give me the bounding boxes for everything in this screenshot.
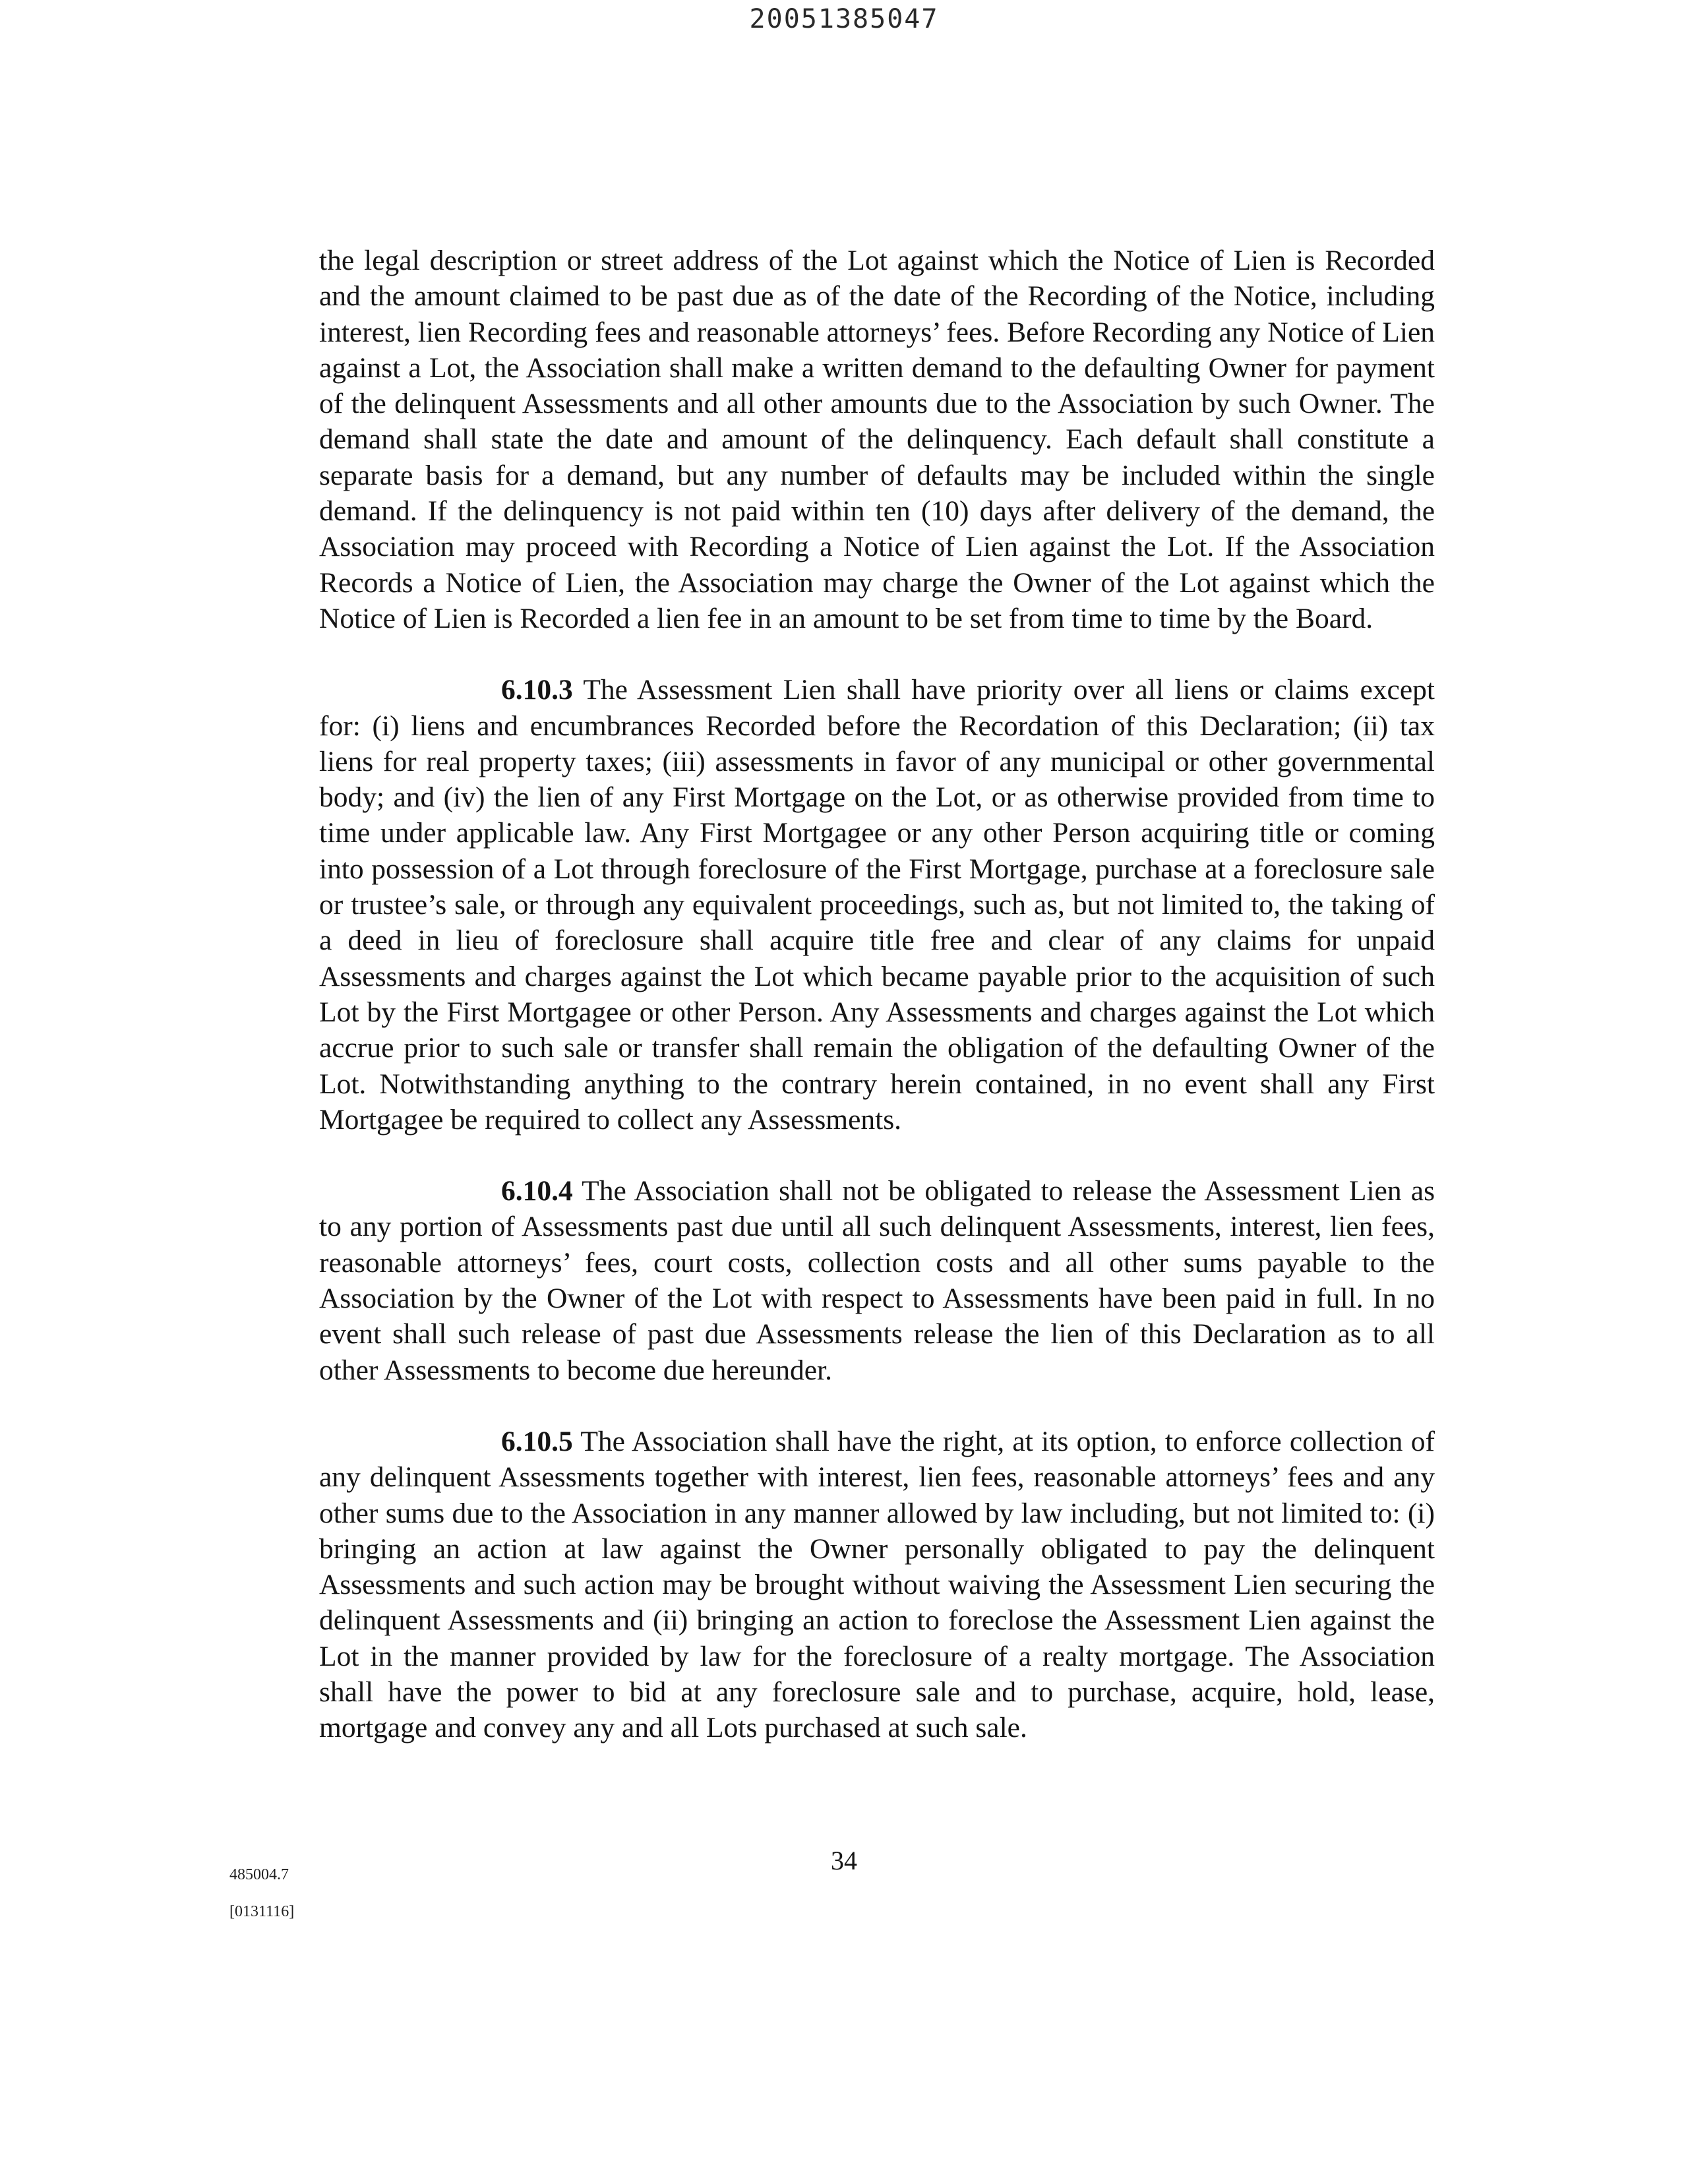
paragraph-text: The Association shall not be obligated to release the Assessment Lien as to any portion of Assessments past due until all such delinquent Assessments, interest, lien fees, reasonable attorneys’ fees, court costs, collection costs and all other sums payable to the Association by the Owner of the Lot with respect to Assessments have been paid in full. In no event shall such release of past due Assessments release the lien of this Declaration as to all other Assessments to become due hereunder. (319, 1175, 1435, 1386)
document-id: 485004.7 (229, 1866, 289, 1883)
page-number: 34 (831, 1846, 857, 1875)
paragraph-lien-notice-continued (319, 243, 1435, 636)
paragraph-text: the legal description or street address of the Lot against which the Notice of Lien is Recorded and the amount claimed to be past due as of the date of the Recording of the Notice, including interest, lien Recording fees and reasonable attorneys’ fees. Before Recording any Notice of Lien against a Lot, the Association shall make a written demand to the defaulting Owner for payment of the delinquent Assessments and all other amounts due to the Association by such Owner. The demand shall state the date and amount of the delinquency. Each default shall constitute a separate basis for a demand, but any number of defaults may be included within the single demand. If the delinquency is not paid within ten (10) days after delivery of the demand, the Association may proceed with Recording a Notice of Lien against the Lot. If the Association Records a Notice of Lien, the Association may charge the Owner of the Lot against which the Notice of Lien is Recorded a lien fee in an amount to be set from time to time by the Board. (319, 245, 1435, 634)
document-body (319, 243, 1435, 1782)
paragraph-section-6-10-3 (319, 672, 1435, 1138)
client-matter-id: [0131116] (229, 1903, 295, 1920)
section-number: 6.10.4 (501, 1175, 573, 1207)
document-recording-number: 20051385047 (749, 4, 939, 34)
paragraph-section-6-10-4 (319, 1173, 1435, 1388)
section-number: 6.10.3 (501, 674, 573, 706)
paragraph-text: The Assessment Lien shall have priority over all liens or claims except for: (i) liens and encumbrances Recorded before the Recordation of this Declaration; (ii) tax liens for real property taxes; (iii) assessments in favor of any municipal or other governmental body; and (iv) the lien of any First Mortgage on the Lot, or as otherwise provided from time to time under applicable law. Any First Mortgagee or any other Person acquiring title or coming into possession of a Lot through foreclosure of the First Mortgage, purchase at a foreclosure sale or trustee’s sale, or through any equivalent proceedings, such as, but not limited to, the taking of a deed in lieu of foreclosure shall acquire title free and clear of any claims for unpaid Assessments and charges against the Lot which became payable prior to the acquisition of such Lot by the First Mortgagee or other Person. Any Assessments and charges against the Lot which accrue prior to such sale or transfer shall remain the obligation of the defaulting Owner of the Lot. Notwithstanding anything to the contrary herein contained, in no event shall any First Mortgagee be required to collect any Assessments. (319, 674, 1435, 1136)
section-number: 6.10.5 (501, 1425, 573, 1457)
paragraph-section-6-10-5 (319, 1424, 1435, 1746)
paragraph-text: The Association shall have the right, at its option, to enforce collection of any delinquent Assessments together with interest, lien fees, reasonable attorneys’ fees and any other sums due to the Association in any manner allowed by law including, but not limited to: (i) bringing an action at law against the Owner personally obligated to pay the delinquent Assessments and such action may be brought without waiving the Assessment Lien securing the delinquent Assessments and (ii) bringing an action to foreclose the Assessment Lien against the Lot in the manner provided by law for the foreclosure of a realty mortgage. The Association shall have the power to bid at any foreclosure sale and to purchase, acquire, hold, lease, mortgage and convey any and all Lots purchased at such sale. (319, 1425, 1435, 1744)
